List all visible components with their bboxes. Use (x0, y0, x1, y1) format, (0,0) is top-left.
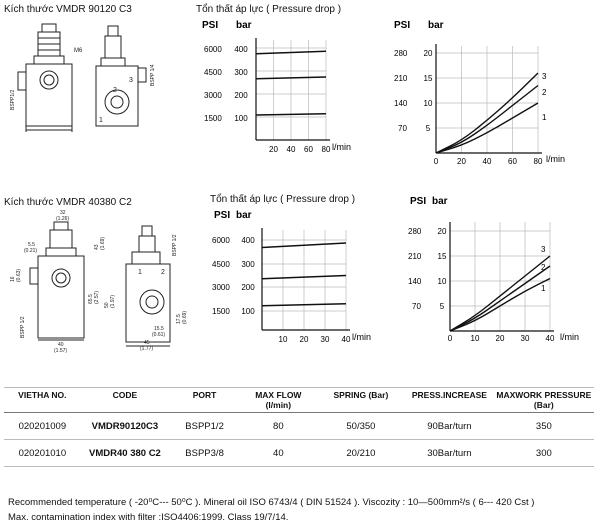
dim-label: (0.63) (16, 268, 22, 282)
bar-axis-label: bar (428, 20, 444, 31)
cell: 20/210 (317, 440, 406, 467)
bar-tick: 300 (234, 68, 248, 77)
dim-label: 15.5 (154, 326, 164, 332)
dim-label: 17.5 (176, 314, 182, 324)
psi-tick: 6000 (204, 45, 222, 54)
x-tick: 60 (304, 145, 313, 154)
dim-label: (1.69) (100, 236, 106, 250)
psi-tick: 280 (394, 49, 408, 58)
curve-label-1: 1 (542, 113, 547, 122)
x-tick: 20 (269, 145, 278, 154)
x-tick: 30 (320, 335, 330, 344)
col-header: CODE (81, 388, 170, 413)
x-tick: 30 (520, 334, 530, 342)
drawing-label-bspp14: BSPP 1/4 (150, 64, 156, 86)
psi-tick: 140 (408, 277, 422, 286)
psi-tick: 1500 (204, 114, 222, 123)
cell: 020201009 (4, 413, 81, 440)
psi-tick: 4500 (204, 68, 222, 77)
x-tick: 40 (545, 334, 555, 342)
x-tick: 80 (321, 145, 331, 154)
psi-tick: 210 (394, 74, 408, 83)
x-tick: 20 (457, 157, 466, 166)
x-tick: 40 (482, 157, 492, 166)
bar-tick: 15 (437, 252, 447, 261)
pressure-drop-title-2: Tổn thất áp lực ( Pressure drop ) (210, 194, 356, 205)
bar-tick: 10 (437, 277, 447, 286)
x-tick: 20 (299, 335, 309, 344)
cell: 50/350 (317, 413, 406, 440)
bar-axis-label: bar (432, 196, 448, 207)
dim-label: 50 (104, 302, 110, 308)
x-tick: 10 (470, 334, 480, 342)
x-tick: 60 (508, 157, 517, 166)
cell: 300 (494, 440, 594, 467)
bar-tick: 400 (234, 45, 248, 54)
col-header: PORT (169, 388, 240, 413)
dim-label: 65.5 (88, 294, 94, 304)
psi-axis-label: PSI (202, 20, 219, 31)
dim-label: 45 (144, 340, 150, 346)
bar-tick: 5 (439, 302, 445, 311)
cell: BSPP1/2 (169, 413, 240, 440)
x-unit: l/min (332, 142, 352, 152)
dim-label: (1.26) (56, 216, 70, 222)
spec-table (4, 387, 594, 467)
dim-label: (2.57) (94, 290, 100, 304)
x-tick: 80 (533, 157, 543, 166)
bar-tick: 5 (425, 124, 431, 133)
dim-label: (1.77) (140, 346, 154, 352)
psi-tick: 3000 (212, 283, 230, 292)
col-header: MAX FLOW (l/min) (240, 388, 317, 413)
bar-tick: 100 (241, 307, 255, 316)
col-header: SPRING (Bar) (317, 388, 406, 413)
x-unit: l/min (546, 154, 566, 164)
cell: 020201010 (4, 440, 81, 467)
psi-axis-label: PSI (410, 196, 427, 207)
x-tick: 40 (286, 145, 296, 154)
series-line-lower (256, 114, 326, 115)
curve-label-3: 3 (541, 245, 546, 254)
x-tick: 20 (495, 334, 505, 342)
cell: BSPP3/8 (169, 440, 240, 467)
bar-tick: 200 (234, 91, 248, 100)
x-unit: l/min (352, 332, 372, 342)
dim-label: 32 (60, 210, 66, 216)
psi-tick: 210 (408, 252, 422, 261)
bar-tick: 15 (423, 74, 433, 83)
table-row (4, 440, 594, 467)
dim-label: 16 (10, 276, 16, 282)
dim-label: 43 (94, 244, 100, 250)
flow-curve-chart-2 (400, 192, 595, 342)
col-header: PRESS.INCREASE (405, 388, 494, 413)
cell: VMDR90120C3 (81, 413, 170, 440)
technical-drawing-1 (4, 22, 164, 157)
dim-label: BSPP 1/2 (20, 316, 26, 338)
pressure-drop-title-1: Tổn thất áp lực ( Pressure drop ) (196, 4, 342, 15)
cell: 350 (494, 413, 594, 440)
dim-label: BSPP 1/2 (172, 234, 178, 256)
bar-tick: 400 (241, 236, 255, 245)
dims-title-1: Kích thước VMDR 90120 C3 (4, 4, 132, 15)
curve-label-3: 3 (542, 72, 547, 81)
technical-drawing-2 (4, 208, 204, 356)
footer-line-1: Recommended temperature ( -20⁰C--- 50⁰C ). Mineral oil ISO 6743/4 ( DIN 51524 ). Viscozity : 10—500mm²/s ( 6--- 420 Cst ) (8, 497, 535, 508)
table-header-row (4, 388, 594, 413)
col-header: VIETHA NO. (4, 388, 81, 413)
x-tick: 10 (278, 335, 288, 344)
pressure-drop-chart-1 (198, 16, 368, 161)
curve-label-1: 1 (541, 284, 546, 293)
bar-tick: 10 (423, 99, 433, 108)
series-line-middle (256, 77, 326, 79)
bar-tick: 300 (241, 260, 255, 269)
cell: 40 (240, 440, 317, 467)
series-line-lower (262, 304, 346, 306)
bar-axis-label: bar (236, 210, 252, 221)
drawing-label-m6: M6 (74, 48, 83, 54)
psi-tick: 140 (394, 99, 408, 108)
bar-axis-label: bar (236, 20, 252, 31)
dim-label: (0.21) (24, 248, 38, 254)
curve-label-2: 2 (541, 263, 546, 272)
drawing-port-3: 3 (129, 77, 133, 84)
dim-label: 5.5 (28, 242, 35, 248)
x-tick: 40 (341, 335, 351, 344)
drawing-port-1: 1 (99, 117, 103, 124)
dims-title-2: Kích thước VMDR 40380 C2 (4, 197, 132, 208)
curve-label-2: 2 (542, 88, 547, 97)
psi-tick: 4500 (212, 260, 230, 269)
dim-label: (0.61) (152, 332, 166, 338)
psi-tick: 70 (398, 124, 407, 133)
bar-tick: 100 (234, 114, 248, 123)
cell: VMDR40 380 C2 (81, 440, 170, 467)
cell: 30Bar/turn (405, 440, 494, 467)
dim-label: (1.97) (110, 294, 116, 308)
bar-tick: 20 (423, 49, 433, 58)
flow-curve-chart-1 (392, 16, 592, 166)
drawing-port-2: 2 (161, 269, 165, 276)
psi-tick: 280 (408, 227, 422, 236)
drawing-port-2: 2 (113, 87, 117, 94)
drawing-port-1: 1 (138, 269, 142, 276)
cell: 90Bar/turn (405, 413, 494, 440)
dim-label: (1.57) (54, 348, 68, 354)
psi-tick: 6000 (212, 236, 230, 245)
psi-tick: 3000 (204, 91, 222, 100)
dim-label: 40 (58, 342, 64, 348)
pressure-drop-chart-2 (210, 206, 375, 346)
x-tick: 0 (447, 334, 453, 342)
psi-tick: 70 (412, 302, 421, 311)
x-unit: l/min (560, 332, 580, 342)
drawing-label-bspp12: BSPP1/2 (10, 89, 16, 110)
psi-axis-label: PSI (394, 20, 411, 31)
bar-tick: 20 (437, 227, 447, 236)
footer-line-2: Max. contamination index with filter :ISO4406:1999. Class 19/7/14. (8, 512, 289, 523)
bar-tick: 200 (241, 283, 255, 292)
col-header: MAXWORK PRESSURE (Bar) (494, 388, 594, 413)
psi-tick: 1500 (212, 307, 230, 316)
x-tick: 0 (433, 157, 439, 166)
cell: 80 (240, 413, 317, 440)
psi-axis-label: PSI (214, 210, 231, 221)
dim-label: (0.69) (182, 310, 188, 324)
table-row (4, 413, 594, 440)
